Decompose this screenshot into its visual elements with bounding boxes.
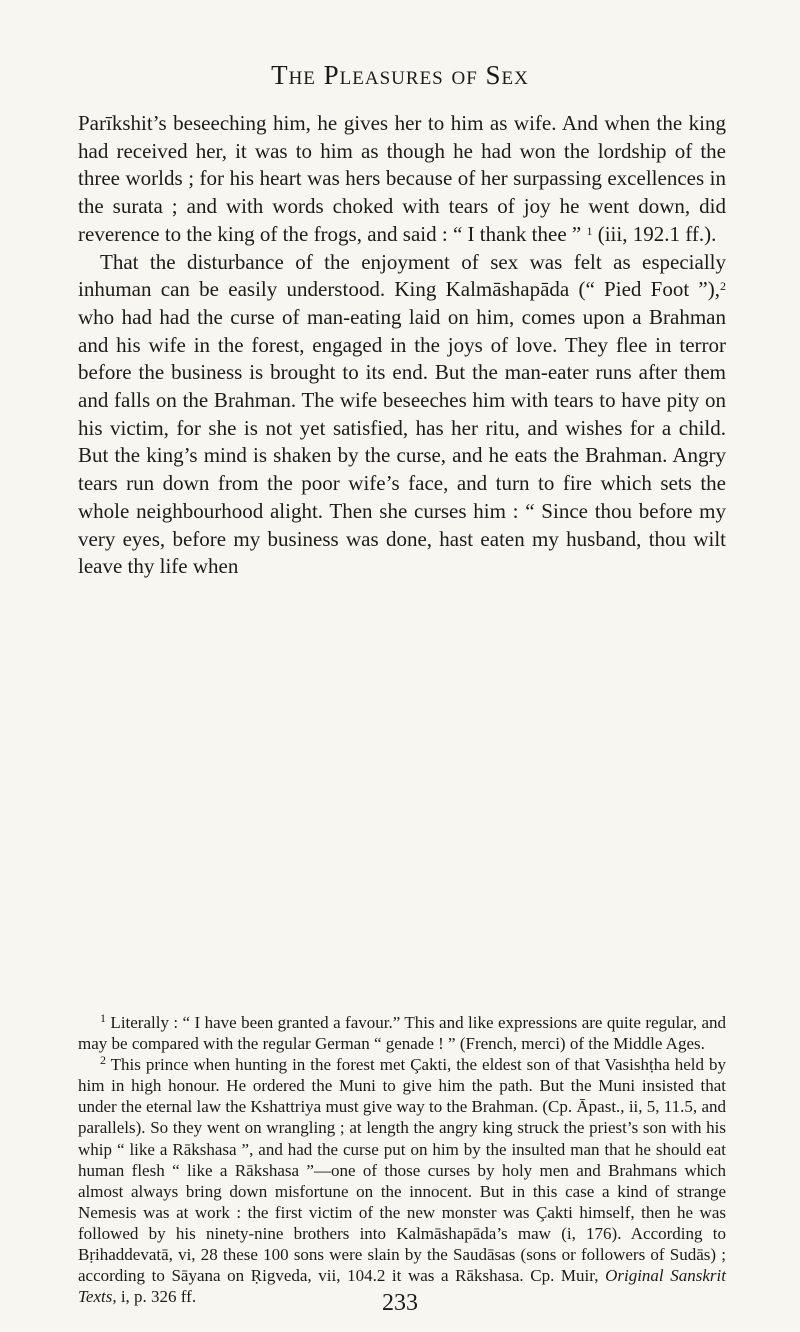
footnote-ref-1: 1 xyxy=(586,223,593,238)
paragraph-2-text-a: That the disturbance of the enjoyment of sex was felt as especially inhuman can be easily understood. King Kalmāshapāda (“ Pied Foot ”), xyxy=(78,249,726,302)
paragraph-1-text: Parīkshit’s beseeching him, he gives her to him as wife. And when the king had received her, it was to him as though he had won the lordship of the three worlds ; for his heart was hers because of her surpassing excellences in the surata ; and with words choked with tears of joy he went down, did reverence to the king of the frogs, and said : “ I thank thee ” xyxy=(78,111,726,246)
footnote-2-text-a: This prince when hunting in the forest met Çakti, the eldest son of that Vasishṭha held by him in high honour. He ordered the Muni to give him the path. But the Muni insisted that under the eternal law the Kshattriya must give way to the Brahman. (Cp. Āpast., ii, 5, 11.5, and parallels). So they went on wrangling ; at length the angry king struck the priest’s son with his whip “ like a Rākshasa ”, and had the curse put on him by the insulted man that he should eat human flesh “ like a Rākshasa ”—one of those curses by holy men and Brahmans which almost always bring down misfortune on the innocent. But in this case a kind of strange Nemesis was at work : the first victim of the new monster was Çakti himself, then he was followed by his ninety-nine brothers into Kalmāshapāda’s maw (i, 176). According to Bṛihaddevatā, vi, 28 these 100 sons were slain by the Saudāsas (sons or followers of Sudās) ; according to Sāyana on Ṛigveda, vii, 104.2 it was a Rākshasa. Cp. Muir, xyxy=(78,1055,726,1286)
footnote-2-text-b: , i, p. 326 ff. xyxy=(112,1287,197,1307)
paragraph-2 xyxy=(78,249,726,581)
running-head: The Pleasures of Sex xyxy=(271,60,529,90)
footnote-1-text: Literally : “ I have been granted a favour.” This and like expressions are quite regular, and may be compared with the regular German “ genade ! ” (French, merci) of the Middle Ages. xyxy=(78,1013,726,1054)
footnote-ref-2: 2 xyxy=(720,279,726,294)
footnote-2 xyxy=(78,1054,726,1307)
paragraph-1 xyxy=(78,110,726,249)
page-number: 233 xyxy=(382,1290,418,1316)
footnote-2-mark: 2 xyxy=(100,1053,106,1068)
footnote-1 xyxy=(78,1012,726,1054)
paragraph-2-text-b: who had had the curse of man-eating laid on him, comes upon a Brahman and his wife in the forest, engaged in the joys of love. They flee in terror before the business is brought to its end. But the man-eater runs after them and falls on the Brahman. The wife beseeches him with tears to have pity on his victim, for she is not yet satisfied, has her ritu, and wishes for a child. But the king’s mind is shaken by the curse, and he eats the Brahman. Angry tears run down from the poor wife’s face, and turn to fire which sets the whole neighbourhood alight. Then she curses him : “ Since thou before my very eyes, before my business was done, hast eaten my husband, thou wilt leave thy life when xyxy=(78,304,726,579)
footnote-2-book-title: Original Sanskrit Texts xyxy=(78,1266,726,1307)
footnotes xyxy=(78,1012,726,1307)
body-text xyxy=(78,110,726,581)
paragraph-1-tail: (iii, 192.1 ff.). xyxy=(592,221,717,246)
footnote-1-mark: 1 xyxy=(100,1011,106,1025)
